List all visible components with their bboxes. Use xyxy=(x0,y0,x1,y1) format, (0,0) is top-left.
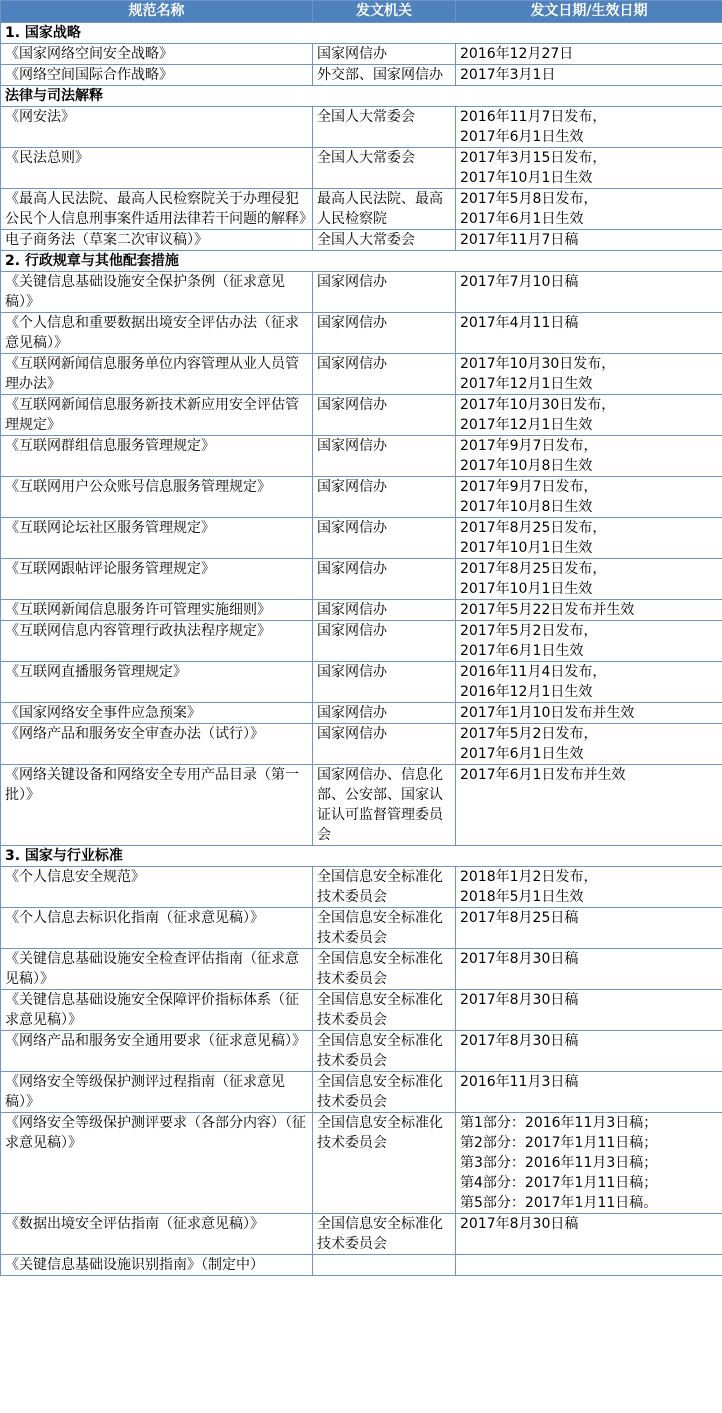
issuing-authority: 全国人大常委会 xyxy=(313,230,456,251)
date-line: 第2部分：2017年1月11日稿； xyxy=(460,1135,658,1151)
issuing-authority: 国家网信办 xyxy=(313,600,456,621)
table-row xyxy=(1,395,722,436)
issue-date xyxy=(456,189,722,230)
date-line: 2017年8月30日稿 xyxy=(460,1216,579,1232)
regulation-name: 《数据出境安全评估指南（征求意见稿）》 xyxy=(1,1214,313,1255)
table-row xyxy=(1,600,722,621)
table-row xyxy=(1,908,722,949)
column-header-name: 规范名称 xyxy=(1,1,313,23)
date-line: 2017年6月1日生效 xyxy=(460,211,584,227)
issuing-authority: 国家网信办 xyxy=(313,703,456,724)
date-line: 2017年5月8日发布， xyxy=(460,191,598,207)
regulation-name: 《互联网用户公众账号信息服务管理规定》 xyxy=(1,477,313,518)
issuing-authority: 国家网信办 xyxy=(313,436,456,477)
issuing-authority: 国家网信办 xyxy=(313,354,456,395)
issuing-authority: 国家网信办 xyxy=(313,621,456,662)
issuing-authority: 全国信息安全标准化技术委员会 xyxy=(313,990,456,1031)
date-line: 2017年9月7日发布， xyxy=(460,479,598,495)
issue-date xyxy=(456,148,722,189)
table-row xyxy=(1,1214,722,1255)
table-row xyxy=(1,1255,722,1276)
table-row xyxy=(1,436,722,477)
date-line: 2017年6月1日生效 xyxy=(460,643,584,659)
date-line: 2017年10月1日生效 xyxy=(460,581,593,597)
column-header-date: 发文日期/生效日期 xyxy=(456,1,722,23)
table-row xyxy=(1,990,722,1031)
date-line: 2017年5月2日发布， xyxy=(460,623,598,639)
date-line: 第1部分：2016年11月3日稿； xyxy=(460,1115,658,1131)
section-title: 2. 行政规章与其他配套措施 xyxy=(1,251,722,272)
regulation-name: 《互联网新闻信息服务单位内容管理从业人员管理办法》 xyxy=(1,354,313,395)
date-line: 第5部分：2017年1月11日稿。 xyxy=(460,1195,658,1211)
issuing-authority: 全国人大常委会 xyxy=(313,107,456,148)
issue-date xyxy=(456,867,722,908)
regulation-name: 《民法总则》 xyxy=(1,148,313,189)
issue-date xyxy=(456,354,722,395)
date-line: 2016年11月7日发布， xyxy=(460,109,607,125)
issue-date xyxy=(456,313,722,354)
issue-date xyxy=(456,1255,722,1276)
table-row xyxy=(1,272,722,313)
regulation-name: 《关键信息基础设施安全保护条例（征求意见稿）》 xyxy=(1,272,313,313)
section-row xyxy=(1,846,722,867)
date-line: 2017年8月30日稿 xyxy=(460,951,579,967)
date-line: 2017年3月1日 xyxy=(460,67,556,83)
regulation-name: 《网络产品和服务安全审查办法（试行）》 xyxy=(1,724,313,765)
regulation-name: 《互联网群组信息服务管理规定》 xyxy=(1,436,313,477)
issue-date xyxy=(456,1031,722,1072)
regulation-name: 《个人信息去标识化指南（征求意见稿）》 xyxy=(1,908,313,949)
issuing-authority: 全国信息安全标准化技术委员会 xyxy=(313,949,456,990)
table-row xyxy=(1,662,722,703)
issue-date xyxy=(456,272,722,313)
date-line: 2017年8月30日稿 xyxy=(460,992,579,1008)
issue-date xyxy=(456,518,722,559)
regulation-name: 《国家网络空间安全战略》 xyxy=(1,44,313,65)
issuing-authority: 全国信息安全标准化技术委员会 xyxy=(313,1113,456,1214)
regulation-name: 《网络安全等级保护测评要求（各部分内容）（征求意见稿）》 xyxy=(1,1113,313,1214)
regulation-name: 《最高人民法院、最高人民检察院关于办理侵犯公民个人信息刑事案件适用法律若干问题的解释》 xyxy=(1,189,313,230)
issuing-authority: 全国信息安全标准化技术委员会 xyxy=(313,1031,456,1072)
regulation-name: 《网安法》 xyxy=(1,107,313,148)
date-line: 2017年12月1日生效 xyxy=(460,376,593,392)
date-line: 2017年10月1日生效 xyxy=(460,540,593,556)
date-line: 2017年6月1日生效 xyxy=(460,746,584,762)
table-row xyxy=(1,867,722,908)
regulation-name: 《网络空间国际合作战略》 xyxy=(1,65,313,86)
table-row xyxy=(1,107,722,148)
issuing-authority: 全国人大常委会 xyxy=(313,148,456,189)
issue-date xyxy=(456,990,722,1031)
table-row xyxy=(1,518,722,559)
issuing-authority: 国家网信办、信息化部、公安部、国家认证认可监督管理委员会 xyxy=(313,765,456,846)
issuing-authority: 国家网信办 xyxy=(313,559,456,600)
regulation-name: 《网络关键设备和网络安全专用产品目录（第一批）》 xyxy=(1,765,313,846)
table-row xyxy=(1,949,722,990)
date-line: 2017年8月30日稿 xyxy=(460,1033,579,1049)
issue-date xyxy=(456,230,722,251)
issue-date xyxy=(456,477,722,518)
issue-date xyxy=(456,662,722,703)
date-line: 2017年10月30日发布， xyxy=(460,356,616,372)
table-row xyxy=(1,724,722,765)
issue-date xyxy=(456,1072,722,1113)
date-line: 2017年3月15日发布， xyxy=(460,150,607,166)
date-line: 2017年4月11日稿 xyxy=(460,315,579,331)
issuing-authority: 国家网信办 xyxy=(313,44,456,65)
column-header-issuer: 发文机关 xyxy=(313,1,456,23)
section-row xyxy=(1,86,722,107)
date-line: 2017年5月2日发布， xyxy=(460,726,598,742)
table-row xyxy=(1,477,722,518)
table-row xyxy=(1,44,722,65)
date-line: 2016年12月27日 xyxy=(460,46,574,62)
section-row xyxy=(1,251,722,272)
regulation-name: 《互联网信息内容管理行政执法程序规定》 xyxy=(1,621,313,662)
table-row xyxy=(1,1072,722,1113)
issuing-authority: 最高人民法院、最高人民检察院 xyxy=(313,189,456,230)
issue-date xyxy=(456,703,722,724)
regulation-name: 《关键信息基础设施安全保障评价指标体系（征求意见稿）》 xyxy=(1,990,313,1031)
issuing-authority: 全国信息安全标准化技术委员会 xyxy=(313,867,456,908)
table-body xyxy=(1,23,722,1276)
date-line: 2017年1月10日发布并生效 xyxy=(460,705,635,721)
regulation-name: 《个人信息和重要数据出境安全评估办法（征求意见稿）》 xyxy=(1,313,313,354)
table-row xyxy=(1,189,722,230)
issuing-authority: 全国信息安全标准化技术委员会 xyxy=(313,908,456,949)
regulation-name: 《网络安全等级保护测评过程指南（征求意见稿）》 xyxy=(1,1072,313,1113)
date-line: 第4部分：2017年1月11日稿； xyxy=(460,1175,658,1191)
date-line: 2016年11月3日稿 xyxy=(460,1074,579,1090)
issue-date xyxy=(456,559,722,600)
regulation-name: 《互联网直播服务管理规定》 xyxy=(1,662,313,703)
regulation-name: 《互联网新闻信息服务许可管理实施细则》 xyxy=(1,600,313,621)
issue-date xyxy=(456,765,722,846)
date-line: 2017年11月7日稿 xyxy=(460,232,579,248)
table-row xyxy=(1,354,722,395)
table-row xyxy=(1,65,722,86)
regulation-name: 《关键信息基础设施识别指南》（制定中） xyxy=(1,1255,313,1276)
table-row xyxy=(1,1031,722,1072)
table-row xyxy=(1,313,722,354)
section-title: 法律与司法解释 xyxy=(1,86,722,107)
date-line: 2016年12月1日生效 xyxy=(460,684,593,700)
regulation-name: 《国家网络安全事件应急预案》 xyxy=(1,703,313,724)
regulation-name: 《个人信息安全规范》 xyxy=(1,867,313,908)
regulation-name: 《互联网跟帖评论服务管理规定》 xyxy=(1,559,313,600)
date-line: 2017年12月1日生效 xyxy=(460,417,593,433)
table-row xyxy=(1,621,722,662)
date-line: 2017年5月22日发布并生效 xyxy=(460,602,635,618)
issue-date xyxy=(456,395,722,436)
issuing-authority: 国家网信办 xyxy=(313,724,456,765)
date-line: 2017年9月7日发布， xyxy=(460,438,598,454)
date-line: 2017年7月10日稿 xyxy=(460,274,579,290)
date-line: 2017年10月8日生效 xyxy=(460,499,593,515)
issuing-authority: 国家网信办 xyxy=(313,518,456,559)
table-row xyxy=(1,1113,722,1214)
issue-date xyxy=(456,949,722,990)
regulation-name: 电子商务法（草案二次审议稿）》 xyxy=(1,230,313,251)
date-line: 2017年6月1日生效 xyxy=(460,129,584,145)
issuing-authority xyxy=(313,1255,456,1276)
date-line: 2017年8月25日发布， xyxy=(460,561,607,577)
issuing-authority: 全国信息安全标准化技术委员会 xyxy=(313,1214,456,1255)
section-row xyxy=(1,23,722,44)
section-title: 1. 国家战略 xyxy=(1,23,722,44)
date-line: 2017年8月25日稿 xyxy=(460,910,579,926)
issue-date xyxy=(456,1113,722,1214)
issue-date xyxy=(456,44,722,65)
issue-date xyxy=(456,107,722,148)
issuing-authority: 国家网信办 xyxy=(313,477,456,518)
date-line: 2016年11月4日发布， xyxy=(460,664,607,680)
issue-date xyxy=(456,65,722,86)
table-row xyxy=(1,703,722,724)
issue-date xyxy=(456,1214,722,1255)
table-row xyxy=(1,230,722,251)
regulation-name: 《网络产品和服务安全通用要求（征求意见稿）》 xyxy=(1,1031,313,1072)
date-line: 第3部分：2016年11月3日稿； xyxy=(460,1155,658,1171)
issuing-authority: 国家网信办 xyxy=(313,395,456,436)
issue-date xyxy=(456,724,722,765)
issue-date xyxy=(456,436,722,477)
date-line: 2018年5月1日生效 xyxy=(460,889,584,905)
regulation-name: 《关键信息基础设施安全检查评估指南（征求意见稿）》 xyxy=(1,949,313,990)
table-row xyxy=(1,559,722,600)
issue-date xyxy=(456,908,722,949)
table-header-row xyxy=(1,1,722,23)
issuing-authority: 国家网信办 xyxy=(313,313,456,354)
issuing-authority: 全国信息安全标准化技术委员会 xyxy=(313,1072,456,1113)
date-line: 2018年1月2日发布， xyxy=(460,869,598,885)
issuing-authority: 国家网信办 xyxy=(313,272,456,313)
regulation-name: 《互联网论坛社区服务管理规定》 xyxy=(1,518,313,559)
date-line: 2017年10月30日发布， xyxy=(460,397,616,413)
date-line: 2017年10月1日生效 xyxy=(460,170,593,186)
table-row xyxy=(1,148,722,189)
date-line: 2017年8月25日发布， xyxy=(460,520,607,536)
issuing-authority: 国家网信办 xyxy=(313,662,456,703)
date-line: 2017年10月8日生效 xyxy=(460,458,593,474)
table-row xyxy=(1,765,722,846)
section-title: 3. 国家与行业标准 xyxy=(1,846,722,867)
date-line: 2017年6月1日发布并生效 xyxy=(460,767,626,783)
issuing-authority: 外交部、国家网信办 xyxy=(313,65,456,86)
issue-date xyxy=(456,600,722,621)
issue-date xyxy=(456,621,722,662)
regulation-name: 《互联网新闻信息服务新技术新应用安全评估管理规定》 xyxy=(1,395,313,436)
